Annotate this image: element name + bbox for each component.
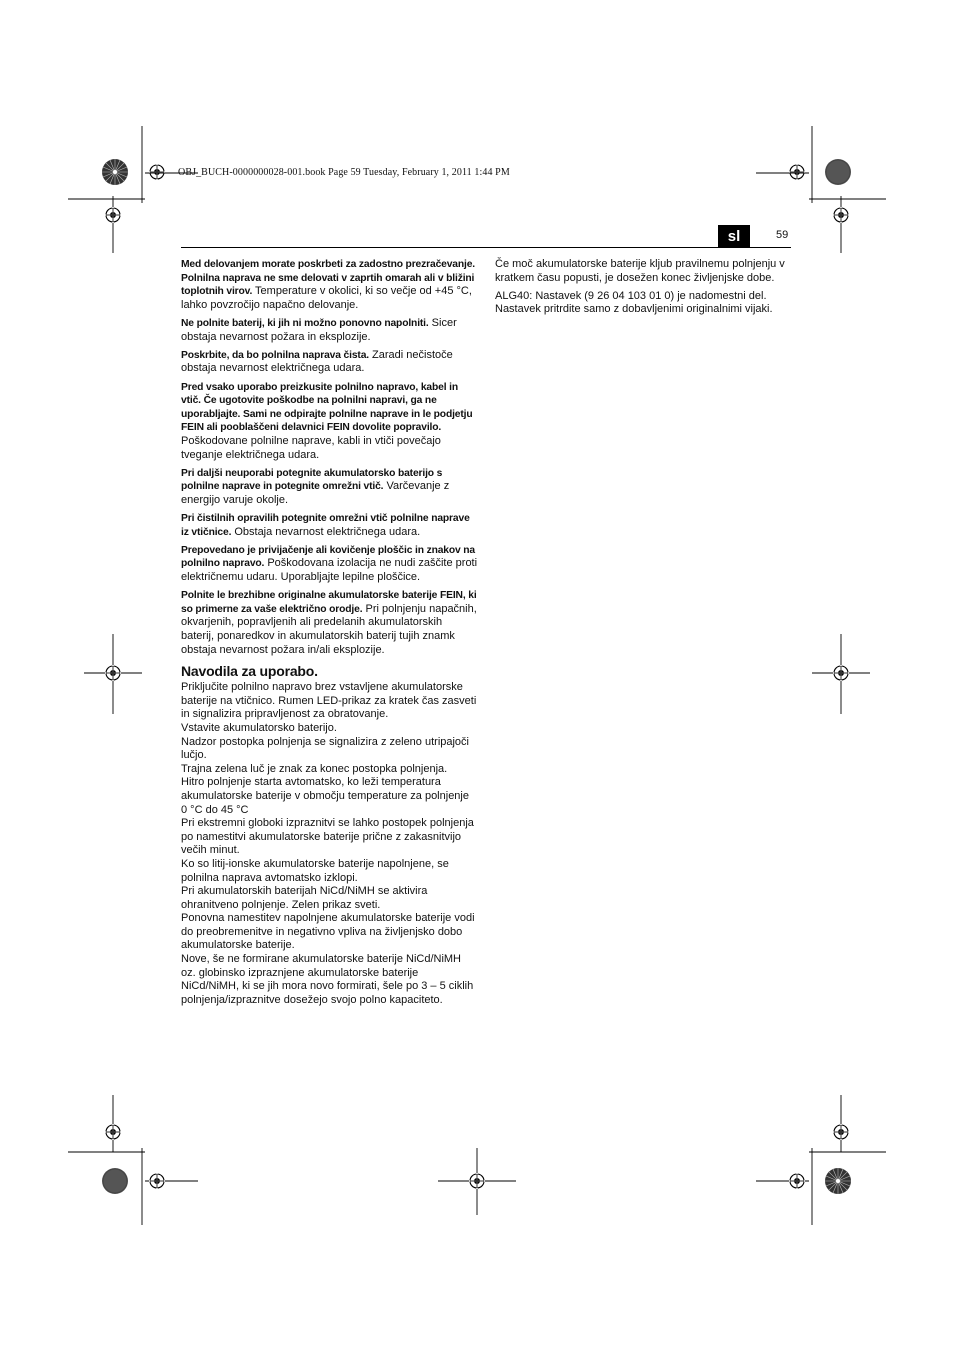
header-rule — [181, 247, 791, 248]
instruction-line: Nadzor postopka polnjenja se signalizira z zeleno utripajoči lučjo. — [181, 735, 469, 762]
safety-paragraph — [181, 589, 478, 657]
instruction-line: Ponovna namestitev napolnjene akumulatorske baterije vodi do preobremenitve in negativno vpliva na življenjsko dobo akumulatorske baterije. — [181, 912, 475, 952]
safety-paragraph — [181, 349, 478, 376]
safety-bold-text: Ne polnite baterij, ki jih ni možno ponovno napolniti. — [181, 317, 429, 329]
safety-bold-text: Pri čistilnih opravilih potegnite omrežni vtič polnilne naprave iz vtičnice. — [181, 513, 470, 538]
safety-paragraph — [181, 467, 478, 508]
right-text-line: Če moč akumulatorske baterije kljub pravilnemu polnjenju v kratkem času popusti, je dosežen konec življenjske dobe. — [495, 258, 785, 284]
instruction-line: Pri ekstremni globoki izpraznitvi se lahko postopek polnjenja po namestitvi akumulatorske baterije prične z zakasnitvijo večih minut. — [181, 817, 474, 857]
instruction-line: Ko so litij-ionske akumulatorske baterije napolnjene, se polnilna naprava avtomatsko izklopi. — [181, 857, 449, 884]
section-heading: Navodila za uporabo. — [181, 663, 318, 680]
book-file-header: OBJ_BUCH-0000000028-001.book Page 59 Tuesday, February 1, 2011 1:44 PM — [178, 167, 510, 178]
safety-normal-text: Poškodovane polnilne naprave, kabli in vtiči povečajo tveganje električnega udara. — [181, 434, 441, 461]
left-column — [181, 258, 478, 1007]
safety-normal-text: Pri polnjenju napačnih, okvarjenih, popravljenih ali predelanih akumulatorskih baterij, ponaredkov in akumulatorskih baterij tujih znamk obstaja nevarnost požara in/ali eksplozije. — [181, 602, 477, 656]
safety-paragraph — [181, 317, 478, 344]
instruction-line: Vstavite akumulatorsko baterijo. — [181, 721, 337, 734]
instruction-line: Pri akumulatorskih baterijah NiCd/NiMH se aktivira ohranitveno polnjenje. Zelen prikaz sveti. — [181, 885, 428, 911]
instruction-line: Hitro polnjenje starta avtomatsko, ko leži temperatura akumulatorske baterije v območju temperature za polnjenje 0 °C do 45 °C — [181, 776, 469, 816]
instruction-line: Trajna zelena luč je znak za konec postopka polnjenja. — [181, 762, 448, 775]
safety-bold-text: Pri daljši neuporabi potegnite akumulatorsko baterijo s polnilne naprave in potegnite omrežni vtič. — [181, 467, 443, 493]
operating-instructions — [181, 681, 478, 1007]
safety-bold-text: Prepovedano je privijačenje ali kovičenje ploščic in znakov na polnilno napravo. — [181, 544, 476, 570]
safety-instructions — [181, 258, 478, 657]
safety-bold-text: Poskrbite, da bo polnilna naprava čista. — [181, 349, 369, 361]
safety-normal-text: Obstaja nevarnost električnega udara. — [231, 525, 421, 538]
safety-normal-text: Sicer obstaja nevarnost požara in eksplozije. — [181, 316, 457, 343]
safety-normal-text: Zaradi nečistoče obstaja nevarnost električnega udara. — [181, 348, 453, 375]
instruction-line: Priključite polnilno napravo brez vstavljene akumulatorske baterije na vtičnico. Rumen LED-prikaz za kratek čas zasveti in signalizira pripravljenost za obratovanje. — [181, 681, 477, 721]
instruction-line: Nove, še ne formirane akumulatorske baterije NiCd/NiMH oz. globinsko izpraznjene akumulatorske baterije NiCd/NiMH, ki se jih mora novo formirati, šele po 3 – 5 ciklih polnjenja/izpraznitve dosežejo svojo polno kapaciteto. — [181, 953, 474, 1006]
safety-normal-text: Poškodovana izolacija ne nudi zaščite proti električnemu udaru. Uporabljajte lepilne ploščice. — [181, 557, 478, 584]
right-text-line: ALG40: Nastavek (9 26 04 103 01 0) je nadomestni del. Nastavek pritrdite samo z dobavljenimi originalnimi vijaki. — [495, 289, 773, 316]
page-number: 59 — [776, 229, 789, 241]
language-tag: sl — [718, 225, 750, 247]
safety-bold-text: Polnite le brezhibne originalne akumulatorske baterije FEIN, ki so primerne za vaše električno orodje. — [181, 590, 477, 615]
right-column — [495, 258, 792, 322]
safety-paragraph — [181, 258, 478, 312]
safety-paragraph — [181, 512, 478, 539]
safety-paragraph — [181, 544, 478, 585]
safety-bold-text: Med delovanjem morate poskrbeti za zadostno prezračevanje. Polnilna naprava ne sme delovati v zaprtih omarah ali v bližini toplotnih virov. — [181, 259, 476, 298]
safety-bold-text: Pred vsako uporabo preizkusite polnilno napravo, kabel in vtič. Če ugotovite poškodbe na polnilni napravi, ga ne uporabljajte. Sami ne odpirajte polnilne naprave in le podjetju FEIN ali pooblaščeni delavnici FEIN dovolite popravilo. — [181, 381, 473, 434]
safety-normal-text: Varčevanje z energijo varuje okolje. — [181, 480, 450, 506]
safety-normal-text: Temperature v okolici, ki so večje od +45 °C, lahko povzročijo napačno delovanje. — [181, 285, 472, 311]
safety-paragraph — [181, 381, 478, 463]
